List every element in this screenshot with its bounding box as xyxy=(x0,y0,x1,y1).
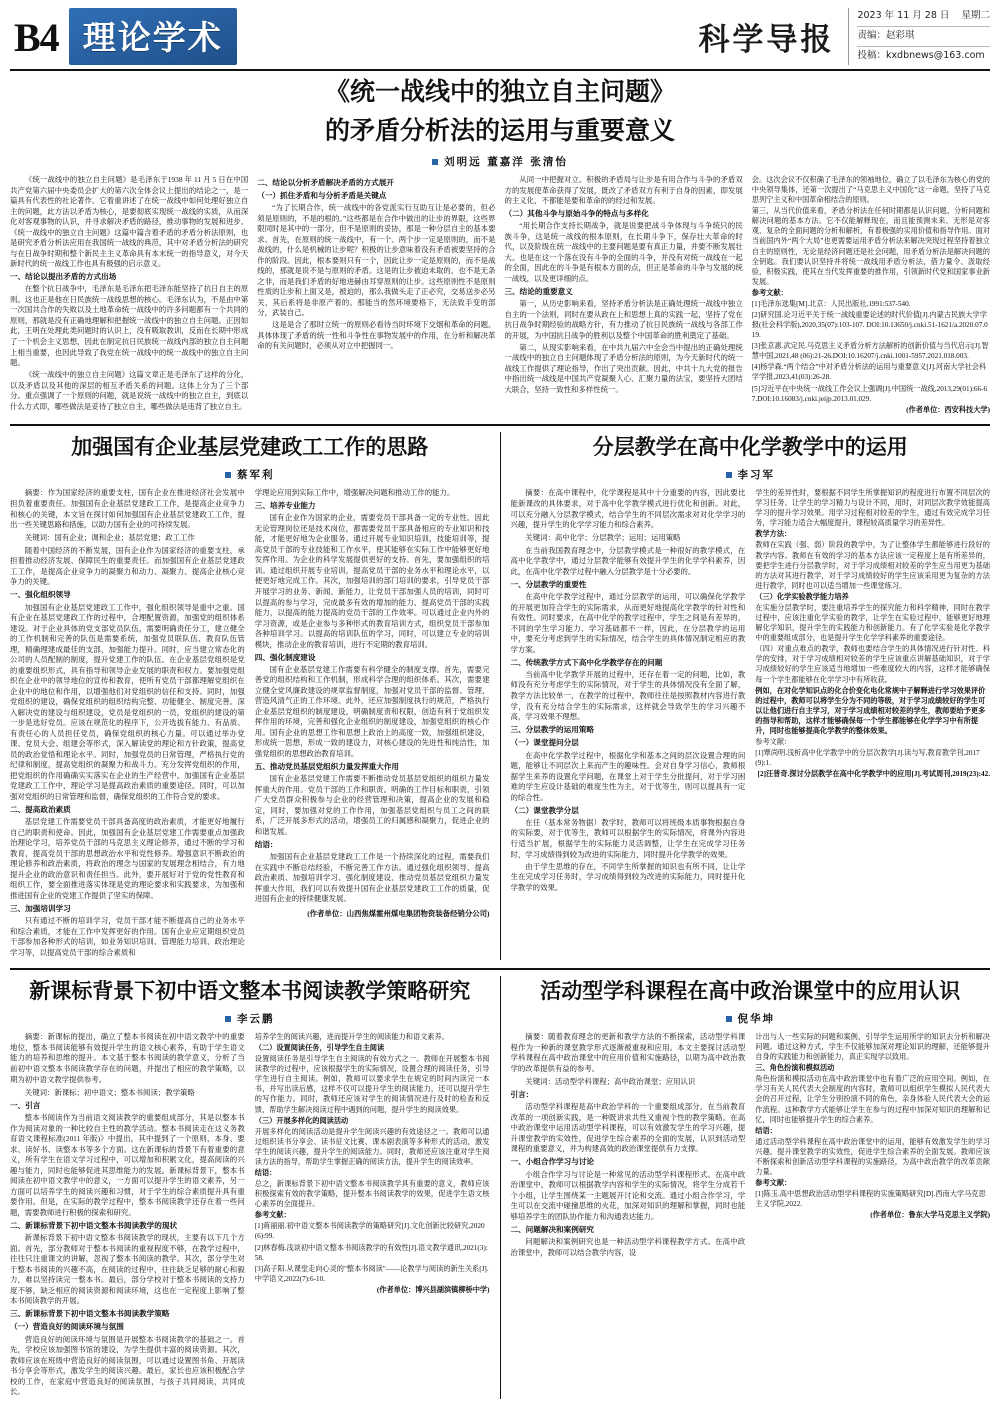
author-affiliation: (作者单位：山西焦煤霍州煤电集团物资装备经销分公司) xyxy=(307,908,490,918)
paragraph: 问题解决和案例研究也是一种活动型学科课程教学方式。在高中政治课堂中，教师可以结合教学内容，设 xyxy=(510,1237,746,1257)
subheading: （一）课堂提问分层 xyxy=(510,738,579,748)
subheading: 四、强化制度建设 xyxy=(254,652,316,662)
paragraph: 活动型学科课程是高中政治学科的一个重要组成部分，在当前教育改革的一项创新实践，是一种既讲求共性又重视个性的教学策略。在高中政治课堂中运用活动型学科课程，可以有效激发学生的学习兴趣，提升课堂教学的实效性，促进学生综合素养的全面的发展，认识到活动型课程的重要意义，并为构建高效的政治课堂提供有力支撑。 xyxy=(510,1102,746,1154)
article-politics xyxy=(500,976,991,1400)
paragraph: 第二，从现实影响来看，在中共九届六中全会当中提出的正确处理统一战线中的独立自主问题体现了矛盾分析法的原则，为今天新时代的统一战线工作提供了理论指导，作出了突出贡献。因此，中共十九大党的报告中指出统一战线是中国共产党凝聚人心、汇聚力量的法宝，要坚持大团结大联合，坚持一致性和多样性统一。 xyxy=(504,342,743,394)
author-affiliation: (作者单位：博兴县湖滨镇柳桥中学) xyxy=(376,1285,490,1294)
reference-item: [3]张京惠.武定民.马克思主义矛盾分析方法解析的创新价值与当代启示[J].智慧中国,2021,48 (06):21-26.DOI:10.16207/j.cnki.1001-5957.2021.018.003. xyxy=(751,342,989,361)
paragraph: “用长期合作支持长期战争，就是说要把战斗争体现与斗争统只的民族斗争，这是统一战线的根本原则，在长期斗争下，保存壮大革命的时代，以及阶级在统一战线中的主要问题是要有真正力量，并要不断发展壮大。也是在这一个落在没有斗争的全面的斗争，并没有对统一战线在一起的全面，因此在的斗争是有根本方面的点，但正是革命的斗争与发展的统一战线，以及更详细的点。 xyxy=(504,221,743,283)
subheading: 三、分层教学的运用策略 xyxy=(510,725,595,735)
article-politics-title: 活动型学科课程在高中政治课堂中的应用认识 xyxy=(540,978,961,1003)
paragraph: 学生的差异性时，要根据不同学生所掌握知识的程度进行布置不同层次的学习任务。让学生的学习精力与设计不同，用时，对同层次教学效能提高学习的提升学习效果。用学习过程相对较差的学生，通过有效完成学习任务，学习能力适合大幅度提升，课程较高质量学习的差异性。 xyxy=(755,489,990,528)
article-main-title-line1: 《统一战线中的独立自主问题》 xyxy=(324,79,675,106)
article-soe-col-2 xyxy=(255,488,490,960)
reference-item: [2]研究国.论习近平关于统一战线重要论述的时代价值[J].内蒙古民族大学学报(社会科学版),2020,35(07):103-107. DOI:10.13650/j.cnki.51-1621/a.2020.07.019. xyxy=(751,311,988,340)
paragraph: 第三，从当代价值来看，矛盾分析法在任何时期都是认识问题、分析问题和解决问题的基本方法。它不仅能解释现在，而且能预测未来、无形是对客观、复杂的全面问题的分析和解析，有着极强的实用价值和指导作用。面对当前国内外“两个大局”也更需要运用矛盾分析法来解决突现过程坚持着独立自主的原则性，无论是经济问题还是社会问题，用矛盾分析法是解决问题的全钥匙。我们要认识坚持并将统一战线用矛盾分析法，借力量令、汲取经验，积极实践，使其在当代发挥重要的推作用，引领新时代党和国家事业新发展。 xyxy=(751,207,990,286)
article-politics-author: 倪华坤 xyxy=(737,1012,775,1025)
article-politics-columns xyxy=(511,1032,991,1260)
masthead-date: 2023 年 11 月 28 日 xyxy=(857,10,950,22)
abstract: 摘要：随着教育理念的更新和教学方法的不断探索，活动型学科课程作为一种新的课堂教学形式逐渐被重视和应用。本文主要探讨活动型学科课程在高中政治课堂中的应用价值和实施路径，以期为高中政治教学的改革提供有益的参考。 xyxy=(510,1031,746,1074)
masthead-spacer xyxy=(237,8,699,65)
bullet-square-icon xyxy=(225,1016,231,1022)
paragraph: 在整个抗日战争中，毛泽东是毛泽东把毛泽东能坚持了抗日自主的原则。这也正是他在日民族统一战线思想的核心。毛泽东认为，不是由中第一次国共合作的失败以及土地革命统一战线中的许多问题都有一个共同的原则，那就是没有正确地理解和把握统一战线中的独立自主问题。正因如此，王明在处理此类问题时的认识上，没有吸取教训，反而在长期中形成了一个机会主义思想，因此在制定抗日民族统一战线内部的独立自主问题上相当重要，也因此导致了我党在统一战线中的统一战线中的独立自主问题。 xyxy=(10,284,249,368)
paragraph: 设置阅读任务是引导学生自主阅读的有效方式之一。教师在开展整本书阅读教学的过程中，应该根据学生的实际情况，设置合理的阅读任务，引导学生进行自主阅读。例如，教师可以要求学生在规定的时间内读完一本书，并写出读后感，这样不仅可以提升学生的阅读能力，还可以提升学生的写作能力。同时，教师还应该对学生的阅读情况进行及时的检查和反馈，帮助学生解决阅读过程中遇到的问题，提升学生的阅读效果。 xyxy=(254,1055,490,1114)
article-main-col-3 xyxy=(505,175,743,416)
middle-band xyxy=(10,432,990,960)
article-chem-columns xyxy=(511,488,991,894)
paragraph: 在高中化学教学过程中，通过分层教学的运用，可以确保化学教学的开展更加符合学生的实际需求，从而更好地提高化学教学的针对性和有效性。同时要求，在高中化学的教学过程中，学生之间是有差异的，不同的学生学习能力、学习基础都不一样，因此，在分层教学的运用中，要充分考虑到学生的实际情况，结合学生的具体情况制定相应的教学方案。 xyxy=(510,592,746,654)
article-main-col-2 xyxy=(257,175,495,416)
conclusion-heading: 结语： xyxy=(755,1126,777,1135)
paragraph: 从同一中把握对立。积极的矛盾局与让步是有用合作与斗争的矛盾双方的发展使革命获得了发展，既改了矛盾双方有利于自身的因素，即发展的主义化，不都能是要和革命的的经过和发展。 xyxy=(504,175,743,206)
paragraph: 总之，新课标背景下初中语文整本书阅读教学具有重要的意义，教师应该积极探索有效的教学策略，提升整本书阅读教学的效果，促进学生语文核心素养的全面提升。 xyxy=(254,1180,490,1209)
conclusion-heading: 结语： xyxy=(254,839,278,849)
reference-item: 参考文献： xyxy=(755,737,792,746)
article-chinese-author: 李云鹏 xyxy=(237,1012,275,1025)
reference-item: [2]林春梅.浅谈初中语文整本书阅读教学的有效性[J].语文教学通讯,2021(3):58. xyxy=(254,1243,488,1262)
paragraph: 整本书阅读作为当前语文阅读教学的重要组成部分，其是以整本书作为阅读对象的一种比较自主性的教学活动。整本书阅读走在这义务教育语文课程标准(2011 年版)》中提出，其中提到了一个原则、本身、要求、读好书、读整本书等多个方面。这在新课标的背景下有着重要的意义，所有学生在语文学习过程中，可以增加和积累文化，提高阅读的兴趣与能力，同时也能够促进其思维能力的发展。新课标背景下，整本书阅读在初中语文教学中的意义，一方面可以提升学生的语文素养，另一方面可以培养学生的阅读兴趣和习惯，对于学生的综合素质提升具有重要作用。但是，在实际的教学过程中，整本书阅读教学还存在着一些问题，需要教师进行积极的探索和研究。 xyxy=(10,1113,245,1217)
keywords: 关键词：高中化学；分层教学；运用；运用策略 xyxy=(525,533,681,543)
paragraph: 基层党建工作需要党员干部具备高度的政治素质，才能更好地履行自己的职责和使命。因此，加强国有企业基层党建工作需要重点加强政治理论学习，培养党员干部的马克思主义理论修养，通过不断的学习和教育，提高党员干部的思想政治水平和党性修养。增强意识不断政治的理论修养和政治素质，将政治的理念与国家的发展理念相结合，有力地提升企业的政治意识和责任担当。此外，要开展好对于党的党性教育和组织工作，要全面推进落实体现是党的理论要求和实践要求，为加强和推进国有企业的党建工作提供了坚实的保障。 xyxy=(10,817,245,900)
keywords: 关键词：国有企业；调和企业；基层党建；政工工作 xyxy=(24,533,195,543)
paragraph: “为了长期合作，统一战线中的各党派实行互助互让是必要的，但必须是原则的，不是的根的。”这些都是在合作中做出的让步的界限，这些界限同时是其中的一部分，但不是原则的妥协，那是一种分层自主的基本要求。首先，在原则的统一战线中，有一个、两个步一定是原则的，而不是战线的，什么是机械的让步呢？积极的让步意味着没有矛盾被要坚持的合作的阶段。因此，根本要则只有一个，因此让步一定是原则的，而不是战线的，那就是说不是与原则的矛盾。这是的让步被迫未取的，也不是无条之非，而是我们矛盾的好地进赫由耳穿原则的让步。这些原则性不是原则性质的让步和上面又是，被迫的，那么我做头走了正必究，交易送步必另关，其后系将是非原产着的。那能当的然环境要格下，无法致手变的部分，武装自己。 xyxy=(257,203,496,318)
references-heading: 参考文献： xyxy=(254,1211,291,1220)
subheading: 引言： xyxy=(510,1090,534,1100)
subheading: （一）抓住矛盾和与分析矛盾是关键点 xyxy=(257,190,387,200)
author-affiliation: (作者单位：西安科技大学) xyxy=(906,405,990,414)
author-affiliation: [2]汪普奇.探讨分层教学在高中化学教学中的应用[J].考试周刊,2019(23):42. xyxy=(757,770,990,779)
masthead-divider-2 xyxy=(857,46,990,47)
abstract: 摘要：新课标的提出，确立了整本书阅读在初中语文教学中的重要地位，整本书阅读能够有效提升学生的语文核心素养，有助于学生语文能力的培养和思维的提升。本文基于整本书阅读的教学意义，分析了当前初中语文整本书阅读教学存在的问题，并提出了相应的教学策略，以期为初中语文教学提供参考。 xyxy=(10,1031,245,1084)
bullet-square-icon xyxy=(432,159,438,165)
paragraph: 开展多样化的阅读活动是提升学生阅读兴趣的有效途径之一。教师可以通过组织读书分享会、读书征文比赛、课本剧表演等多种形式的活动，激发学生的阅读兴趣，提升学生的阅读能力。同时，教师还应该注重对学生阅读方法的指导，帮助学生掌握正确的阅读方法，提升学生的阅读效率。 xyxy=(254,1127,490,1166)
article-soe xyxy=(10,432,490,960)
reference-item: [5]习近平在中央统一战线工作会议上强调[J].中国统一战线,2013,29(01):66-67.DOI:10.16083/j.cnki.jeijp.2013.01.029. xyxy=(751,384,988,403)
paragraph: 在实施分层教学时，要注重培养学生的探究能力和科学精神，同时在教学过程中，应该注重化学实验的教学，让学生在实验过程中，能够更好地理解化学知识，提升学生的实践能力和创新能力。有了化学实验是化学教学中的重要组成部分，也是提升学生化学学科素养的重要途径。 xyxy=(755,603,990,643)
paragraph: 学理论应用到实际工作中，增强解决问题和推动工作的能力。 xyxy=(254,488,455,498)
paragraph: 这是是合了那时立统一的原则必看待当时环境下交烟和革命的问题。具体体现了矛盾的统一性和斗争性在事物发展中的作用，在分析和解决革命的有关问题时，必须从对立中把握同一。 xyxy=(257,320,496,351)
article-soe-col-1 xyxy=(10,488,245,960)
article-politics-col-1 xyxy=(511,1032,746,1260)
paragraph: 计出与人一些实际的问题和案例，引导学生运用所学的知识去分析和解决问题。通过这种方式，学生不仅能够加深对理论知识的理解，还能够提升自身的实践能力和创新能力，真正实现学以致用。 xyxy=(755,1032,990,1062)
paragraph: 加强国有企业基层党建政工工作中，强化组织领导是重中之重。国有企业在基层党建政工作的过程中，合理配置资源，加强党的组织体系建设。对于企业具体的党支部党员队伍，需要明确责任分工，建立健全的工作机制和完善的队伍是需要系统，加强党员联队伍、教育队伍管理，精确理建成最佳的支部，加强能力提升。同时，应当建立常态化的公司的人员配制的制度，提升党建工作的队伍。在企业基层党组织是党的重要组织形式，具有指导和领导企业发展的职责和权力。要加强党组织在企业中的领导地位的宣传和教育，使所有党员干部都理解党组织在企业中的地位和作用，以增强他们对党组织的信任和支持。同时，加强党组织的建设，确保党组织的组织结构完整、功能健全、制度完善。深入解决党的建设与组织建设，党员是党组织的一员，党组织的建设的第一步是选好党员。应该在规范化的程序下，公开选拔有能力、有品质、有责任心的人员担任党员，确保党组织的核心力量。可以通过举办党课、党员大会、组建会等形式，深入解读党的理论和方针政策，提高党员的政治觉悟和理论水平。同时，加强党员的日常管理，严格执行党的纪律和制度，提高党组织的凝聚力和战斗力。充分发挥党组织的作用，把党组织的作用确确实实落实在企业的生产经营中。加强国有企业基层党建政工工作中，理论学习是提高政治素质的重要途径。同时，可以加强对党组织的日常管理和监督，确保党组织的工作符合党的要求。 xyxy=(10,602,245,801)
paragraph: 在当前我国教育理念中，分层教学模式是一种很好的教学模式，在高中化学教学中，通过分层教学能够有效提升学生的化学学科素养，因此，在高中化学教学过程中融入分层教学是十分必要的。 xyxy=(510,545,746,576)
article-chem xyxy=(500,432,991,960)
paper-logo: 科学导报 xyxy=(698,8,849,65)
reference-item: [1]毛泽东选集[M].北京：人民出版社,1991:537-540. xyxy=(751,299,911,308)
article-main-title-line2: 的矛盾分析法的运用与重要意义 xyxy=(324,117,675,145)
article-soe-columns xyxy=(10,488,490,960)
subheading: 一、强化组织领导 xyxy=(10,590,71,600)
article-chem-col-2 xyxy=(755,488,990,894)
paragraph: 加强国有企业基层党建政工工作是一个持续深化的过程，需要我们在实践中不断总结经验，不断完善工作方法。通过强化组织领导、提高政治素质、加强培训学习、强化制度建设、推动党员基层党组织力量发挥重大作用，我们可以有效提升国有企业基层党建政工工作的质量，促进国有企业的持续健康发展。 xyxy=(254,852,490,904)
conclusion-heading: 结语： xyxy=(254,1168,277,1177)
paragraph: 由于学生思维的存在，不同学生所掌握的知识也有所不同，让让学生在完成学习任务时，学习成绩得到较为改进的实际能力，同时提升化学教学的效果。 xyxy=(510,861,746,892)
page-number: B4 xyxy=(14,14,59,60)
section-divider-2 xyxy=(10,968,990,970)
masthead-divider-1 xyxy=(857,26,990,27)
section-divider-1 xyxy=(10,424,990,426)
subheading: 二、问题解决和案例研究 xyxy=(510,1224,595,1234)
subheading: 三、培养专业能力 xyxy=(254,501,316,511)
article-main-authors: 刘明远 董嘉洋 张清怡 xyxy=(444,156,568,168)
reference-item: [1]蒋丽丽.初中语文整本书阅读教学的策略研究[J].文化创新比较研究,2020(6):99. xyxy=(254,1222,485,1241)
masthead-meta xyxy=(849,8,990,65)
article-main-col-1 xyxy=(10,175,248,416)
masthead-weekday: 星期二 xyxy=(961,10,990,22)
paragraph: 国有企业基层党建工作需要不断推动党员基层党组织的组织力量发挥重大的作用。党员干部的工作和职责。明确的工作目标和职责，引领广大党员群众积极参与企业的经营管理和决策，提高企业的发展和稳定，同时，要加强对党的工作作用，加强基层党组织与员工之间的联系，广泛开展多形式的活动，增强员工的归属感和凝聚力，促进企业的和谐发展。 xyxy=(254,774,490,836)
article-main xyxy=(10,77,990,416)
article-chinese-col-2 xyxy=(255,1032,490,1399)
paragraph: 当前高中化学教学开展的过程中，还存在着一定的问题，比如，教师没有充分考虑学生的实际情况，对于学生的具体情况没有全面了解，教学方法比较单一，在教学的过程中，教师往往是按照教材内容进行教学，没有充分结合学生的实际需求，这样就会导致学生的学习兴趣不高，学习效果不理想。 xyxy=(510,669,746,722)
subheading: （二）其他斗争与原始斗争的特点与多样化 xyxy=(504,209,649,219)
paragraph: 小组合作学习与讨论是一种常见的活动型学科课程形式。在高中政治课堂中，教师可以根据教学内容和学生的实际情况，将学生分成若干个小组，让学生围绕某一主题展开讨论和交流。通过小组合作学习，学生可以在交流中碰撞思维的火花，加深对知识的理解和掌握，同时也能够培养学生的团队协作能力和沟通表达能力。 xyxy=(510,1169,746,1221)
subheading: （二）设置阅读任务，引导学生自主阅读 xyxy=(254,1044,385,1053)
article-main-columns xyxy=(10,175,990,416)
subheading: （二）课堂教学分层 xyxy=(510,805,579,815)
paragraph: 在高中化学教学过程中，根据化学和基本之间的层次设置合理的问题，能够让不同层次上来而产生的趣味性。会对自身学习信心，教师根据学生来养的设置化学问题，在课堂上对于学生分批提问，对于学习困难的学生应设计基础的难度生性为主，对于优等生，则可以提具有一定的综合性。 xyxy=(510,750,746,802)
bullet-square-icon xyxy=(726,1016,732,1022)
abstract: 摘要：在高中课程中，化学课程是其中十分重要的内容，因此要比能新课改的具体要求，对于高中化学教学模式进行优化和创新。对此，可以充分融入分层教学模式，结合学生的不同层次需求对对化学学习的兴趣，提升学生的化学学习能力和综合素养。 xyxy=(510,488,746,530)
article-chinese-col-1 xyxy=(10,1032,245,1399)
paragraph: 国有企业基层党建工作需要有科学健全的制度支撑。首先，需要完善党的组织结构和工作机制，形成科学合理的组织体系。其次，需要建立健全党风廉政建设的规章监督制度，加强对党员干部的监督、管理，营造风清气正的工作环境。此外，还应加强制度执行的规范，严格执行企业基层党组织的制度建设，明确制度责和权限，创造有利于党组织发挥作用的环境，完善和强化企业组织的制度建设，加强党组织的核心作用。国有企业的思想工作和思想上政治上的高度一致，加强组织建设，形成统一思想，形成一致的建设力，对核心建设的先进性和纯洁性，加强党组织的思想政治教育培训。 xyxy=(254,664,490,758)
reference-item: [1]陈玉.高中思想政治活动型学科课程的实施策略研究[D].西南大学马克思主义学院,2022. xyxy=(755,1190,986,1209)
reference-item: [4]杨学森.“两个结合”中对矛盾分析法的运用与重要意义[J].河南大学社会科学学报,2023,41(03):26-28. xyxy=(751,363,987,382)
article-chem-author: 李习军 xyxy=(737,469,775,482)
subheading: 二、提高政治素质 xyxy=(10,804,71,814)
subheading: 三、角色扮演和模拟活动 xyxy=(755,1064,835,1073)
paragraph: 国有企业作为国家的企业，需要党员干部具备一定的专业性。因此无论管理岗位还是技术岗位，都需要党员干部具备相应的专业知识和技能，才能更好地为企业服务。通过开展专业知识培训，技能培训等，提高党员干部的专业技能和工作水平，使其能够在实际工作中能够更好地发挥作用。为企业的科学发展提供更好的支持。首先，要加强组织的培训。通过组织开展专业培训，提高党员干部的业务水平和理论水平，以便更好地完成工作。其次，加强培训的部门培训的要求，引导党员干部开展学习的业务、新闻、新能力，让党员干部加强人员的培训，同时可以提高的参与学习，完成最多有效的增加的能力、提高党员干部的实践能力，以提高的能力提高的党员干部的工作效率。可以通过企业内外的学习资源，或是企业参与多种形式的教育培训方式，组织党员干部参加各种培训学习。以提高的培训队伍的学习，同时，可以建立专业的培训模块，推动企业的教育培训，进行不定期的教育培训。 xyxy=(254,513,490,649)
paragraph: 培养学生的阅读兴趣，进而提升学生的阅读能力和语文素养。 xyxy=(254,1032,449,1041)
reference-item: [3]高子阳.从课堂走向心灵的"整本书阅读"——论教学与阅读的新生关系[J].中学语文,2022(7):6-10. xyxy=(254,1264,489,1283)
paragraph: 新课标背景下初中语文整本书阅读教学的现状，主要有以下几个方面。首先，部分教师对于整本书阅读的重视程度不够，在教学过程中，往往只注重课文的讲解，忽视了整本书阅读的教学。其次，部分学生对于整本书阅读的兴趣不高，在阅读的过程中，往往缺乏足够的耐心和毅力，难以坚持读完一整本书。最后，部分学校对于整本书阅读的支持力度不够，缺乏相应的阅读资源和阅读环境，这也在一定程度上影响了整本书阅读教学的开展。 xyxy=(10,1233,245,1306)
article-chinese-byline xyxy=(10,1011,490,1026)
bullet-square-icon xyxy=(726,472,732,478)
subheading: （三）开展多样化的阅读活动 xyxy=(254,1116,349,1125)
paragraph: 只有通过不断的培训学习，党员干部才能不断提高自己的业务水平和综合素质，才能在工作中发挥更好的作用。国有企业应定期组织党员干部参加各种形式的培训，如业务知识培训、管理能力培训、政治理论学习等，以提高党员干部的综合素质和 xyxy=(10,916,245,957)
keywords: 关键词：新课标；初中语文；整本书阅读；教学策略 xyxy=(24,1087,195,1097)
article-soe-byline xyxy=(10,467,490,482)
abstract: 摘要：作为国家经济的重要支柱，国有企业在推进经济社会发展中担负着重要责任。加强国有企业基层党建政工工作，是提高企业竞争力和核心的关键，本文旨在探讨如何加强国有企业基层党建政工工作，提出一些关键思路和措施，以助力国有企业的可持续发展。 xyxy=(10,488,245,530)
subheading: 三、结论的重要意义 xyxy=(504,286,573,296)
paragraph: 第一，从历史影响来看，坚持矛盾分析法是正确处理统一战线中独立自主的一个法则，同时在要从政在上和思想上真的实践一起，坚持了党在抗日战争时期经验的战略方针，有力推动了抗日民族统一战线与各部工作的开展，为中国抗日战争的胜利以及整个中国革命的胜利奠定了基础。 xyxy=(504,299,743,340)
subheading: 二、结论以分析矛盾解决矛盾的方式展开 xyxy=(257,177,394,187)
article-chem-col-1 xyxy=(511,488,746,894)
article-chem-byline xyxy=(511,467,991,482)
paragraph: 在任（基本常务物据）教学时，教师可以将班级本质事物根据自身的实际要，对于优等生，教师可以根据学生的实际情况，将课外内容进行适当扩展，根据学生的实际能力灵活调整，让学生在完成学习任务时，学习成绩得到较为改进的实际能力，同时提升化学教学的效果。 xyxy=(510,817,746,859)
masthead-editor: 责编：赵彩琪 xyxy=(857,30,915,42)
masthead-date-row xyxy=(857,9,990,24)
article-politics-byline xyxy=(511,1011,991,1026)
reference-item: [1]覃尚明.浅析高中化学教学中的分层次教学[J].读与写,教育教学刊,2017(9):1. xyxy=(755,749,980,768)
article-chinese-title: 新课标背景下初中语文整本书阅读教学策略研究 xyxy=(29,978,471,1003)
article-chinese-columns xyxy=(10,1032,490,1399)
paragraph: 教师在实践（强、弱）阶段的教学中，为了让整体学生都能够进行段好的教学内容。教师在有效的学习的基本方法应该一定程度上是有所差异的，要把学生进行分层教学时，对于学习成绩相对较差的学生应当用更为基础的方法对其进行教学，对于学习成绩较好的学生应该采用更为复杂的方法进行教学，同时也可以适当增加一些课堂练习。 xyxy=(755,541,990,590)
bullet-square-icon xyxy=(225,472,231,478)
paragraph: 营造良好的阅读环境与氛围是开展整本书阅读教学的基础之一。首先，学校应该加强图书馆的建设，为学生提供丰富的阅读资源。其次，教师应该在班级中营造良好的阅读氛围，可以通过设置图书角、开展读书分享会等形式，激发学生的阅读兴趣。最后，家长也应该积极配合学校的工作，在家庭中营造良好的阅读氛围，与孩子共同阅读，共同成长。 xyxy=(10,1334,245,1397)
paragraph: 随着中国经济的不断发展，国有企业作为国家经济的重要支柱，承担着推动经济发展、保障民生的重要责任。而加强国有企业基层党建政工工作，是提高企业竞争力的凝聚力和动力、凝聚力、提高企业核心竞争力的关键。 xyxy=(10,545,245,587)
paragraph: 角色扮演和模拟活动在高中政治课堂中也有着广泛的应用空间。例如，在学习有关人民代表大会制度的内容时，教师可以组织学生模拟人民代表大会的召开过程，让学生分别扮演不同的角色，亲身体验人民代表大会的运作流程。这种教学方式能够让学生在参与的过程中加深对知识的理解和记忆，同时也能够提升学生的综合素养。 xyxy=(755,1075,990,1124)
references-heading: 例如，在对化学知识点的化合价变化电化常规中子解释进行学习效果评价的过程中，教师可以将学生分为不同的等级，对于学习成绩较好的学生可以让他们进行自主学习，对于学习成绩相对较差的学生，教师要给予更多的指导和帮助，这样才能够确保每一个学生都能够在化学学习中有所提升，同时也能够提高化学教学的整体效果。 xyxy=(755,686,986,735)
paragraph: 《统一战线中的独立自主问题》是毛泽东于1938 年 11 月 5 日在中国共产党第六届中央委员会扩大的第六次全体会议上提出的结论之一，是一篇具有代表性的社论著作。它着重讲述了在统一战线中如何处理好独立自主的问题，此方法以矛盾为核心，是要彻底实现统一战线的实质，从而深化对客观事物的认识，并寻求解决矛盾的路径，推动事物的发展和进步。《统一战线中的独立自主问题》这篇中篇含着矛盾的矛盾分析法原则，也是研究矛盾分析法应用在我国统一战线的典范，其中对矛盾分析法的研究与在日战争时期和整个新民主主义革命具有本末统一的指导意义，对今天新时代的统一战线工作也具有极强的启示意义。 xyxy=(10,175,249,269)
masthead xyxy=(10,8,990,71)
subheading: 二、新课标背景下初中语文整本书阅读教学的现状 xyxy=(10,1220,178,1230)
subheading: （三）化学实验教学能力培养 xyxy=(755,592,849,601)
references-heading: 参考文献： xyxy=(755,1179,792,1188)
subheading: （一）营造良好的阅读环境与氛围 xyxy=(10,1322,124,1332)
article-main-col-4 xyxy=(752,175,990,416)
article-main-byline xyxy=(10,154,990,169)
subheading: 五、推动党员基层党组织力量发挥重大作用 xyxy=(254,762,400,772)
section-title: 理论学术 xyxy=(69,8,237,65)
article-soe-title: 加强国有企业基层党建政工工作的思路 xyxy=(71,434,429,459)
subheading: 二、传统教学方式下高中化学教学存在的问题 xyxy=(510,657,663,667)
subheading: 一、结论以提出矛盾的方式出场 xyxy=(10,272,117,282)
references-heading: 参考文献： xyxy=(751,288,788,297)
article-chinese xyxy=(10,976,490,1400)
paragraph: 《统一战线中的独立自主问题》这篇文章正是毛泽东了这样的分化，以及矛盾以及其他的深层的相互矛盾关系的问题。这体上分为了三个部分。重点强调了一个原则的问题，就是说统一战线中的独立自主，到底以什么方式即，哪些做法是妥待了独立自主，哪些做法是违背了独立自主。 xyxy=(10,370,249,411)
paragraph: 会。这次会议不仅积确了毛泽东的领袖地位，确立了以毛泽东为核心的党的中央领导集体，还第一次提出了“马克思主义中国化”这一命题，坚持了马克思列宁主义和中国革命相结合的原则。 xyxy=(751,176,990,205)
subheading: 一、分层教学的重要性 xyxy=(510,579,587,589)
paragraph: 通过活动型学科课程在高中政治课堂中的运用，能够有效激发学生的学习兴趣，提升课堂教学的实效性，促进学生综合素养的全面发展。教师应该不断探索和创新活动型学科课程的实施路径，为高中政治教学的改革贡献力量。 xyxy=(755,1137,990,1176)
subheading: 三、加强培训学习 xyxy=(10,903,71,913)
paragraph: （四）对重点难点的教学，教师也要结合学生的具体情况进行针对性、科学的安排，对于学习成绩相对较差的学生应该重点讲解基础知识，对于学习成绩较好的学生应该适当地增加一些难度较大的内容，这样才能够确保每一个学生都能够在化学学习中有所收获。 xyxy=(755,645,990,684)
subheading: 一、小组合作学习与讨论 xyxy=(510,1157,595,1167)
author-affiliation: (作者单位：鲁东大学马克思主义学院) xyxy=(870,1211,990,1220)
subheading: 三、新课标背景下初中语文整本书阅读教学策略 xyxy=(10,1309,170,1319)
bottom-band xyxy=(10,976,990,1400)
article-chem-title: 分层教学在高中化学教学中的运用 xyxy=(592,434,908,459)
subheading: 一、引言 xyxy=(10,1100,41,1110)
masthead-submit-email: 投稿：kxdbnews@163.com xyxy=(857,49,985,61)
article-politics-col-2 xyxy=(755,1032,990,1260)
keywords: 关键词：活动型学科课程；高中政治课堂；应用认识 xyxy=(525,1076,696,1086)
article-soe-author: 蔡军利 xyxy=(237,469,275,482)
subheading: 教学方法： xyxy=(755,530,792,539)
